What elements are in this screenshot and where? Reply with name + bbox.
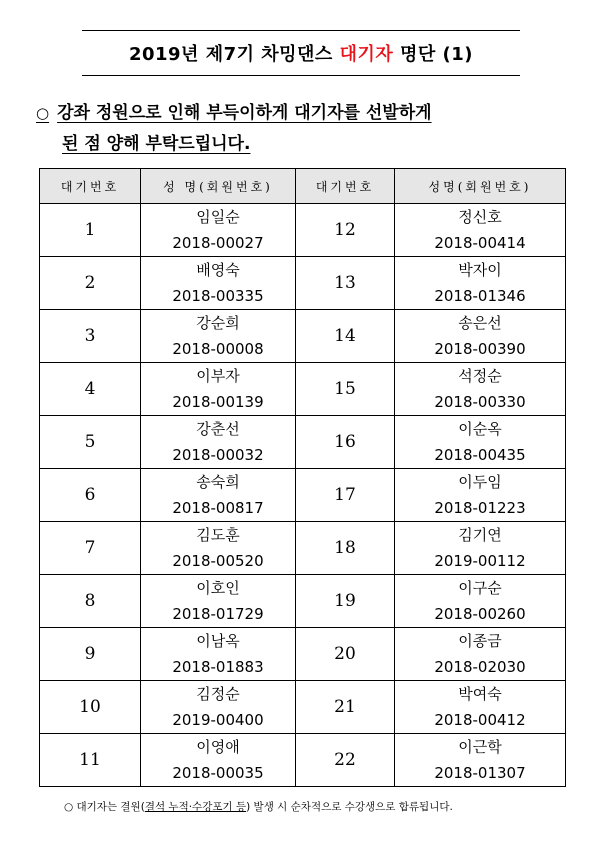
member-name: 이구순: [458, 579, 502, 597]
member-name: 배영숙: [196, 261, 240, 279]
waitlist-number: 18: [296, 522, 395, 575]
document-title: [129, 40, 473, 66]
member-name: 김도훈: [196, 526, 240, 544]
member-id: 2018-00335: [172, 287, 264, 305]
member-name: 정신호: [458, 208, 502, 226]
member-id: 2018-00390: [434, 340, 526, 358]
waitlist-number: 6: [40, 469, 141, 522]
member-id: 2018-01729: [172, 605, 264, 623]
waitlist-number: 21: [296, 681, 395, 734]
member-cell: [395, 522, 566, 575]
waitlist-number: 4: [40, 363, 141, 416]
member-cell: [141, 310, 296, 363]
column-header: 성명(회원번호): [395, 169, 566, 204]
table-row: [40, 416, 566, 469]
member-id: 2018-01223: [434, 499, 526, 517]
member-cell: [395, 469, 566, 522]
waitlist-number: 3: [40, 310, 141, 363]
member-cell: [141, 681, 296, 734]
table-row: [40, 734, 566, 787]
member-id: 2018-00035: [172, 764, 264, 782]
member-name: 이호인: [196, 579, 240, 597]
member-name: 임일순: [196, 208, 240, 226]
member-id: 2018-01307: [434, 764, 526, 782]
member-cell: [395, 575, 566, 628]
notice-line-1-text: 강좌 정원으로 인해 부득이하게 대기자를 선발하게: [57, 103, 432, 123]
member-id: 2018-00139: [172, 393, 264, 411]
waitlist-number: 22: [296, 734, 395, 787]
waitlist-table: [39, 168, 566, 787]
member-cell: [395, 363, 566, 416]
member-id: 2018-00032: [172, 446, 264, 464]
member-cell: [395, 681, 566, 734]
waitlist-number: 7: [40, 522, 141, 575]
member-name: 강순희: [196, 314, 240, 332]
waitlist-number: 11: [40, 734, 141, 787]
member-name: 김정순: [196, 685, 240, 703]
waitlist-number: 16: [296, 416, 395, 469]
member-cell: [141, 575, 296, 628]
member-name: 김기연: [458, 526, 502, 544]
member-id: 2018-01883: [172, 658, 264, 676]
waitlist-number: 17: [296, 469, 395, 522]
member-name: 이종금: [458, 632, 502, 650]
table-row: [40, 628, 566, 681]
member-name: 이남옥: [196, 632, 240, 650]
waitlist-number: 2: [40, 257, 141, 310]
notice-bullet-icon: ○: [36, 104, 50, 122]
table-row: [40, 257, 566, 310]
member-cell: [141, 469, 296, 522]
notice: [36, 98, 556, 160]
table-row: [40, 522, 566, 575]
table-row: [40, 575, 566, 628]
footnote-underlined: 결석 누적·수강포기 등: [144, 801, 247, 813]
member-cell: [141, 204, 296, 257]
member-id: 2018-00435: [434, 446, 526, 464]
member-cell: [395, 204, 566, 257]
member-id: 2018-00260: [434, 605, 526, 623]
member-cell: [395, 416, 566, 469]
table-row: [40, 363, 566, 416]
member-id: 2018-00008: [172, 340, 264, 358]
title-box: [82, 30, 520, 76]
waitlist-number: 13: [296, 257, 395, 310]
member-cell: [395, 257, 566, 310]
waitlist-number: 12: [296, 204, 395, 257]
member-id: 2018-00520: [172, 552, 264, 570]
notice-line-1: [36, 98, 556, 129]
notice-line-2: 된 점 양해 부탁드립니다.: [62, 134, 251, 154]
table-row: [40, 681, 566, 734]
waitlist-number: 20: [296, 628, 395, 681]
column-header: 대기번호: [296, 169, 395, 204]
title-highlight: 대기자: [339, 44, 394, 65]
member-cell: [141, 416, 296, 469]
member-name: 이부자: [196, 367, 240, 385]
footnote-text-after: ) 발생 시 순차적으로 수강생으로 합류됩니다.: [246, 801, 453, 813]
member-name: 강춘선: [196, 420, 240, 438]
member-id: 2018-00412: [434, 711, 526, 729]
waitlist-number: 19: [296, 575, 395, 628]
waitlist-number: 1: [40, 204, 141, 257]
title-suffix: 명단 (1): [393, 44, 474, 65]
column-header: 성 명(회원번호): [141, 169, 296, 204]
member-name: 이영애: [196, 738, 240, 756]
member-id: 2018-00414: [434, 234, 526, 252]
member-id: 2018-02030: [434, 658, 526, 676]
waitlist-number: 10: [40, 681, 141, 734]
member-name: 박자이: [458, 261, 502, 279]
member-name: 이두임: [458, 473, 502, 491]
table-header-row: [40, 169, 566, 204]
waitlist-number: 14: [296, 310, 395, 363]
member-id: 2018-01346: [434, 287, 526, 305]
member-cell: [395, 628, 566, 681]
waitlist-number: 15: [296, 363, 395, 416]
footnote: [64, 799, 564, 814]
waitlist-number: 8: [40, 575, 141, 628]
column-header: 대기번호: [40, 169, 141, 204]
member-name: 박여숙: [458, 685, 502, 703]
table-body: [40, 204, 566, 787]
table-row: [40, 469, 566, 522]
member-cell: [141, 363, 296, 416]
member-cell: [395, 310, 566, 363]
member-name: 이근학: [458, 738, 502, 756]
footnote-text-before: 대기자는 결원(: [73, 801, 145, 813]
footnote-bullet-icon: ○: [64, 801, 74, 813]
table-row: [40, 204, 566, 257]
member-id: 2018-00817: [172, 499, 264, 517]
member-cell: [141, 734, 296, 787]
member-name: 이순옥: [458, 420, 502, 438]
member-name: 송숙희: [196, 473, 240, 491]
member-cell: [141, 257, 296, 310]
member-id: 2019-00400: [172, 711, 264, 729]
member-cell: [141, 522, 296, 575]
member-id: 2019-00112: [434, 552, 526, 570]
member-cell: [395, 734, 566, 787]
title-prefix: 2019년 제7기 차밍댄스: [128, 44, 340, 65]
member-name: 송은선: [458, 314, 502, 332]
table-row: [40, 310, 566, 363]
member-id: 2018-00027: [172, 234, 264, 252]
waitlist-number: 9: [40, 628, 141, 681]
member-id: 2018-00330: [434, 393, 526, 411]
member-cell: [141, 628, 296, 681]
member-name: 석정순: [458, 367, 502, 385]
waitlist-number: 5: [40, 416, 141, 469]
